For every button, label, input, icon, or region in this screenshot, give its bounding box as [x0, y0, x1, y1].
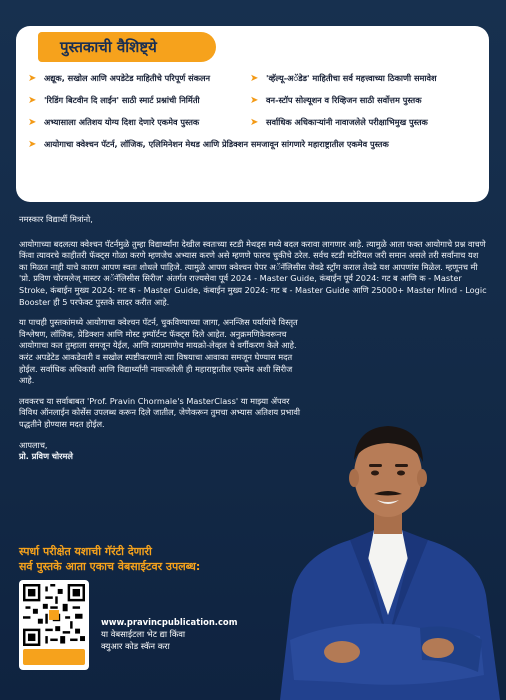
- feature-text: 'व्हॅल्यू-अॅडेड' माहितीचा सर्व महत्त्वाच्या ठिकाणी समावेश: [266, 73, 437, 83]
- qr-logo-strip: [23, 649, 85, 665]
- promo-line-2: सर्व पुस्तके आता एकाच वेबसाईटवर उपलब्ध:: [19, 560, 201, 573]
- arrow-bullet-icon: ➤: [28, 117, 37, 128]
- arrow-bullet-icon: ➤: [250, 73, 259, 84]
- qr-code[interactable]: [19, 580, 89, 670]
- feature-item: [250, 72, 480, 84]
- website-line-2: या वेबसाईटला भेट द्या किंवा: [101, 629, 186, 639]
- arrow-bullet-icon: ➤: [28, 95, 37, 106]
- feature-text: आयोगाचा क्वेश्चन पॅटर्न, लॉजिक, एलिमिनेशन मेथड आणि प्रेडिक्शन समजावून सांगणारे महाराष्ट्रातील एकमेव पुस्तक: [44, 139, 389, 149]
- arrow-bullet-icon: ➤: [28, 139, 37, 150]
- feature-text: अभ्यासाला अतिशय योग्य दिशा देणारे एकमेव पुस्तक: [44, 117, 200, 127]
- letter-greeting: नमस्कार विद्यार्थी मित्रांनो,: [19, 214, 93, 224]
- feature-text: सर्वाधिक अधिकाऱ्यांनी नावाजलेले परीक्षाभिमुख पुस्तक: [266, 117, 428, 127]
- feature-item: [28, 116, 250, 128]
- letter-closing: आपलाच,: [19, 439, 48, 450]
- letter-paragraph-1: आयोगाच्या बदलत्या क्वेश्चन पॅटर्नमुळे तुम्हा विद्यार्थ्यांना देखील स्वतःच्या स्टडी मेथड्स मध्ये बदल करावा लागणार आहे. त्यामुळे आता फक्त आयोगाचे प्रश्न वाचणे किंवा त्यावरचे काहीतरी फॅक्ट्स गोळा करणे म्हणजेच अभ्यास करणे असे म्हणणे फारच चुकीचे ठरेल. सर्वच स्टडी मटेरियल जरी समान असले तरी सर्वांनाच यश का मिळत नाही याचे कारण आपण स्वतः शोधले पाहिजे. त्यामुळे आपण क्वेश्चन पेपर अॅनॅलिसीस जेवढे स्ट्रॉंग कराल तेवढे यश आपणांस मिळेल. म्हणूनच मी 'प्रो. प्रविण चोरमलेज् मास्टर अॅनॅलिसीस सिरीज' अंतर्गत राज्यसेवा पूर्व 2024 - Master Guide, कंबाईन पूर्व 2024: गट ब आणि क - Master Stroke, कंबाईन मुख्य 2024: गट क - Master Guide, कंबाईन मुख्य 2024: गट ब - Master Guide आणि 25000+ Master Mind - Logic Booster ही 5 परफेक्ट पुस्तके सादर करीत आहे.: [19, 238, 487, 307]
- features-list: [28, 72, 480, 150]
- letter-paragraph-2: या पाचही पुस्तकांमध्ये आयोगाचा क्वेश्चन पॅटर्न, चुकविण्याच्या जागा, अनन्जिस पर्यायांचे विस्तृत विश्लेषण, लॉजिक, प्रेडिक्शन आणि मोस्ट इम्पॉर्टन्ट फॅक्ट्स दिले आहेत. अनुक्रमणिकेवरूनच आयोगाचा कल तुम्हाला समजून येईल, आणि त्याप्रमाणेच मायक्रो-लेव्हल चे वर्गीकरण केले आहे. करंट अपडेटेड आकडेवारी व सखोल स्पष्टीकरणाने त्या विषयाचा आवाका समजून घेण्यास मदत होईल. सर्वाधिक अधिकारी आणि विद्यार्थ्यांनी नावाजलेली ही महाराष्ट्रातील एकमेव अशी सिरीज आहे.: [19, 317, 298, 386]
- arrow-bullet-icon: ➤: [250, 117, 259, 128]
- website-url[interactable]: www.pravincpublication.com: [101, 617, 238, 627]
- qr-code-icon: [23, 584, 85, 646]
- letter-paragraph-3: लवकरच या सर्वाबाबत 'Prof. Pravin Chormale's MasterClass' या माझ्या ॲपवर विविध ऑनलाईन कोर्सेस उपलब्ध करून दिले जातील, जेणेकरून तुमचा अभ्यास अतिशय प्रभावी पद्धतीने होण्यास मदत होईल.: [19, 395, 300, 429]
- feature-text: 'रिडिंग बिटवीन दि लाईन' साठी स्मार्ट प्रश्नांची निर्मिती: [44, 95, 200, 105]
- features-heading: पुस्तकाची वैशिष्ट्ये: [38, 32, 216, 62]
- feature-item: [28, 138, 480, 150]
- website-line-3: क्युआर कोड स्कॅन करा: [101, 641, 170, 651]
- arrow-bullet-icon: ➤: [250, 95, 259, 106]
- feature-item: [28, 72, 250, 84]
- promo-text: [19, 544, 299, 574]
- feature-item: [250, 116, 480, 128]
- features-card: [16, 26, 489, 202]
- promo-line-1: स्पर्धा परीक्षेत यशाची गॅरंटी देणारी: [19, 545, 152, 558]
- author-photo: [270, 390, 506, 700]
- feature-text: अद्यूक, सखोल आणि अपडेटेड माहितीचे परिपूर्ण संकलन: [44, 73, 211, 83]
- letter-signature: प्रो. प्रविण चोरमले: [19, 451, 73, 462]
- feature-text: वन-स्टॉप सोल्यूशन व रिव्हिजन साठी सर्वोत्तम पुस्तक: [266, 95, 422, 105]
- arrow-bullet-icon: ➤: [28, 73, 37, 84]
- feature-item: [250, 94, 480, 106]
- feature-item: [28, 94, 250, 106]
